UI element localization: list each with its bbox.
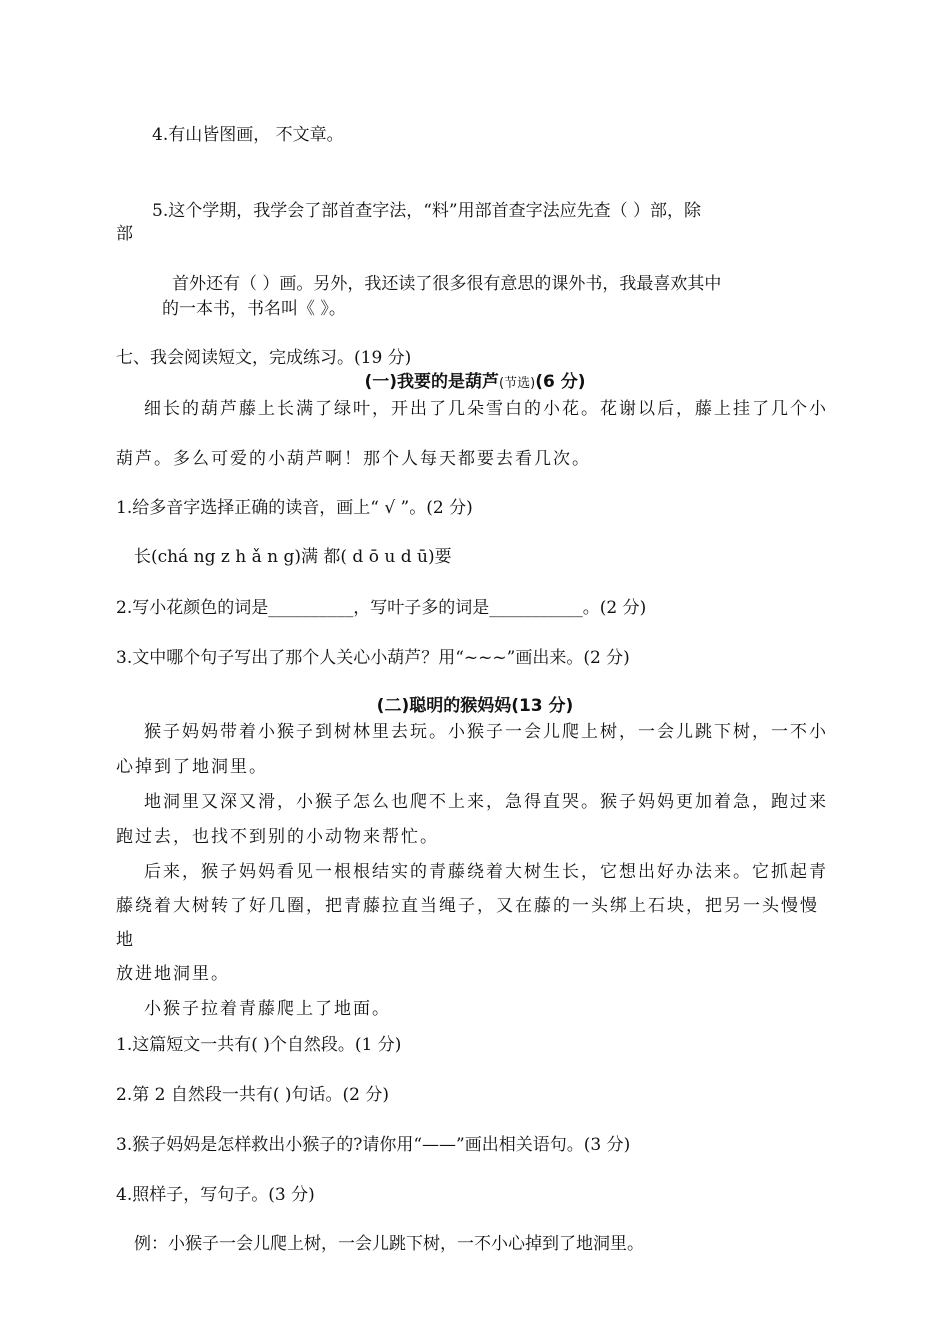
fill-item-5-line1b: 部 bbox=[116, 224, 133, 244]
passage-2-p3-line1: 后来，猴子妈妈看见一根根结实的青藤绕着大树生长，它想出好办法来。它抓起青 bbox=[144, 862, 828, 882]
section-7-heading: 七、我会阅读短文，完成练习。(19 分) bbox=[116, 348, 412, 368]
passage-2-title: (二)聪明的猴妈妈(13 分) bbox=[376, 696, 574, 716]
passage-2-example: 例：小猴子一会儿爬上树，一会儿跳下树，一不小心掉到了地洞里。 bbox=[134, 1234, 644, 1254]
passage-1-question-3: 3.文中哪个句子写出了那个人关心小葫芦？用“~~~”画出来。(2 分) bbox=[116, 648, 630, 668]
passage-2-p2-line2: 跑过去，也找不到别的小动物来帮忙。 bbox=[116, 827, 439, 847]
fill-item-5-line1: 5.这个学期，我学会了部首查字法，“料”用部首查字法应先查（ ）部，除 bbox=[152, 201, 702, 221]
fill-item-5-line2: 首外还有（ ）画。另外，我还读了很多很有意思的课外书，我最喜欢其中 bbox=[172, 274, 722, 294]
passage-2-p4: 小猴子拉着青藤爬上了地面。 bbox=[144, 999, 391, 1019]
passage-1-para-line2: 葫芦。多么可爱的小葫芦啊！那个人每天都要去看几次。 bbox=[116, 449, 591, 469]
passage-2-question-2: 2.第 2 自然段一共有( )句话。(2 分) bbox=[116, 1085, 389, 1105]
passage-1-title-note: (节选) bbox=[499, 376, 536, 391]
passage-2-question-1: 1.这篇短文一共有( )个自然段。(1 分) bbox=[116, 1035, 402, 1055]
passage-1-question-1-options: 长(chá ng z h ǎ n g)满 都( d ō u d ū)要 bbox=[134, 547, 452, 567]
passage-2-p3-line2: 藤绕着大树转了好几圈，把青藤拉直当绳子，又在藤的一头绑上石块，把另一头慢慢 bbox=[116, 896, 819, 916]
passage-2-p2-line1: 地洞里又深又滑，小猴子怎么也爬不上来，急得直哭。猴子妈妈更加着急，跑过来 bbox=[144, 792, 828, 812]
passage-2-question-4: 4.照样子，写句子。(3 分) bbox=[116, 1185, 315, 1205]
passage-1-title-score: (6 分) bbox=[535, 372, 586, 392]
passage-2-question-3: 3.猴子妈妈是怎样救出小猴子的?请你用“——”画出相关语句。(3 分) bbox=[116, 1135, 631, 1155]
passage-2-p1-line2: 心掉到了地洞里。 bbox=[116, 757, 268, 777]
passage-1-question-2: 2.写小花颜色的词是__________，写叶子多的词是___________。(2 分) bbox=[116, 598, 647, 618]
passage-2-p1-line1: 猴子妈妈带着小猴子到树林里去玩。小猴子一会儿爬上树，一会儿跳下树，一不小 bbox=[144, 722, 828, 742]
fill-item-4: 4.有山皆图画， 不文章。 bbox=[152, 125, 344, 145]
passage-2-p3-line3: 地 bbox=[116, 930, 135, 950]
fill-item-5-line3: 的一本书，书名叫《 》。 bbox=[162, 299, 346, 319]
passage-1-question-1: 1.给多音字选择正确的读音，画上“ √ ”。(2 分) bbox=[116, 498, 473, 518]
passage-2-p3-line4: 放进地洞里。 bbox=[116, 964, 230, 984]
passage-1-title-main: (一)我要的是葫芦 bbox=[364, 372, 500, 392]
passage-1-title bbox=[0, 370, 950, 396]
passage-1-para-line1: 细长的葫芦藤上长满了绿叶，开出了几朵雪白的小花。花谢以后，藤上挂了几个小 bbox=[144, 399, 828, 419]
